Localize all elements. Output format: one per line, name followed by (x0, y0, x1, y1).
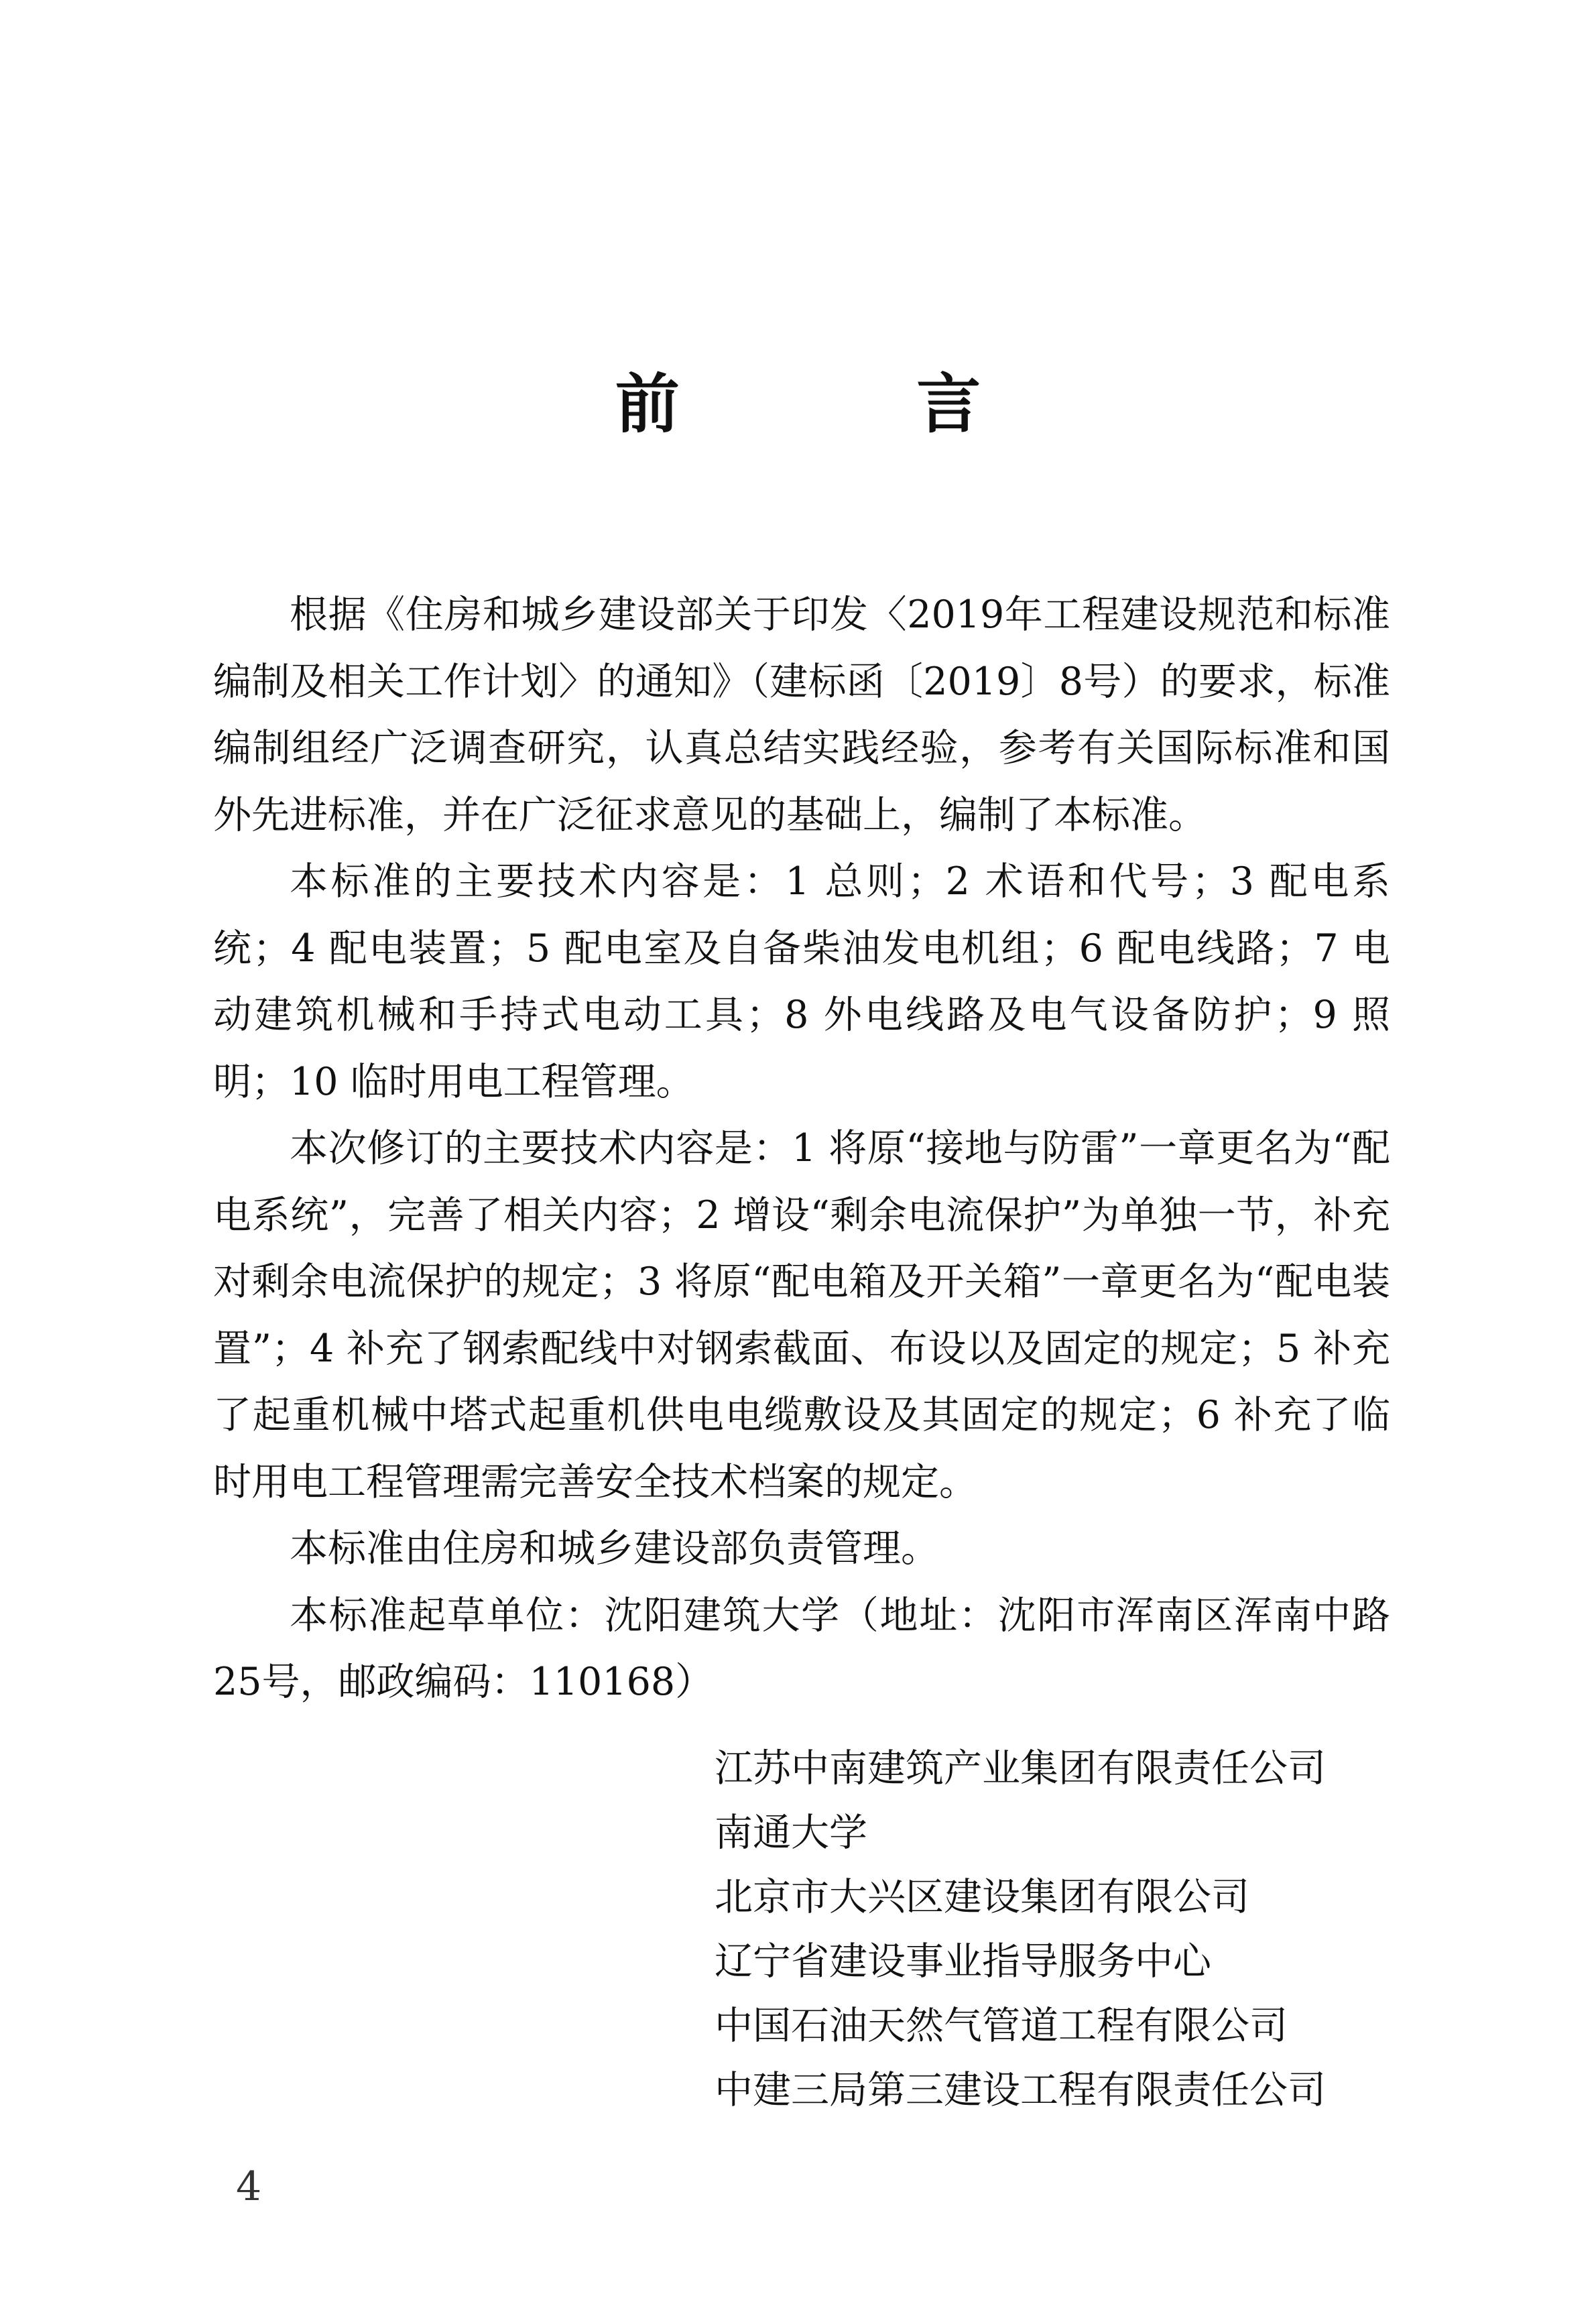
paragraph-drafting-unit: 本标准起草单位：沈阳建筑大学（地址：沈阳市浑南区浑南中路25号，邮政编码：110168） (213, 1593, 1390, 1704)
organization-item: 辽宁省建设事业指导服务中心 (715, 1939, 1211, 1984)
organization-item: 江苏中南建筑产业集团有限责任公司 (715, 1746, 1326, 1790)
organization-item: 南通大学 (715, 1811, 867, 1855)
paragraph-basis: 根据《住房和城乡建设部关于印发〈2019年工程建设规范和标准编制及相关工作计划〉的通知》（建标函〔2019〕8号）的要求，标准编制组经广泛调查研究，认真总结实践经验，参考有关国际标准和国外先进标准，并在广泛征求意见的基础上，编制了本标准。 (213, 593, 1390, 837)
co-drafting-organizations (715, 1736, 1385, 2122)
paragraph-main-content: 本标准的主要技术内容是：1 总则；2 术语和代号；3 配电系统；4 配电装置；5 配电室及自备柴油发电机组；6 配电线路；7 电动建筑机械和手持式电动工具；8 外电线路及电气设备防护；9 照明；10 临时用电工程管理。 (213, 859, 1390, 1104)
page-title: 前 言 (615, 366, 1089, 442)
paragraph-management: 本标准由住房和城乡建设部负责管理。 (290, 1526, 939, 1571)
page-number: 4 (236, 2163, 262, 2210)
paragraph-revision-content: 本次修订的主要技术内容是：1 将原“接地与防雷”一章更名为“配电系统”，完善了相关内容；2 增设“剩余电流保护”为单独一节，补充对剩余电流保护的规定；3 将原“配电箱及开关箱”一章更名为“配电装置”；4 补充了钢索配线中对钢索截面、布设以及固定的规定；5 补充了起重机械中塔式起重机供电电缆敷设及其固定的规定；6 补充了临时用电工程管理需完善安全技术档案的规定。 (213, 1126, 1390, 1504)
organization-item: 中建三局第三建设工程有限责任公司 (715, 2068, 1326, 2112)
organization-item: 中国石油天然气管道工程有限公司 (715, 2004, 1288, 2048)
preface-body (213, 582, 1390, 1716)
organization-item: 北京市大兴区建设集团有限公司 (715, 1875, 1249, 1919)
